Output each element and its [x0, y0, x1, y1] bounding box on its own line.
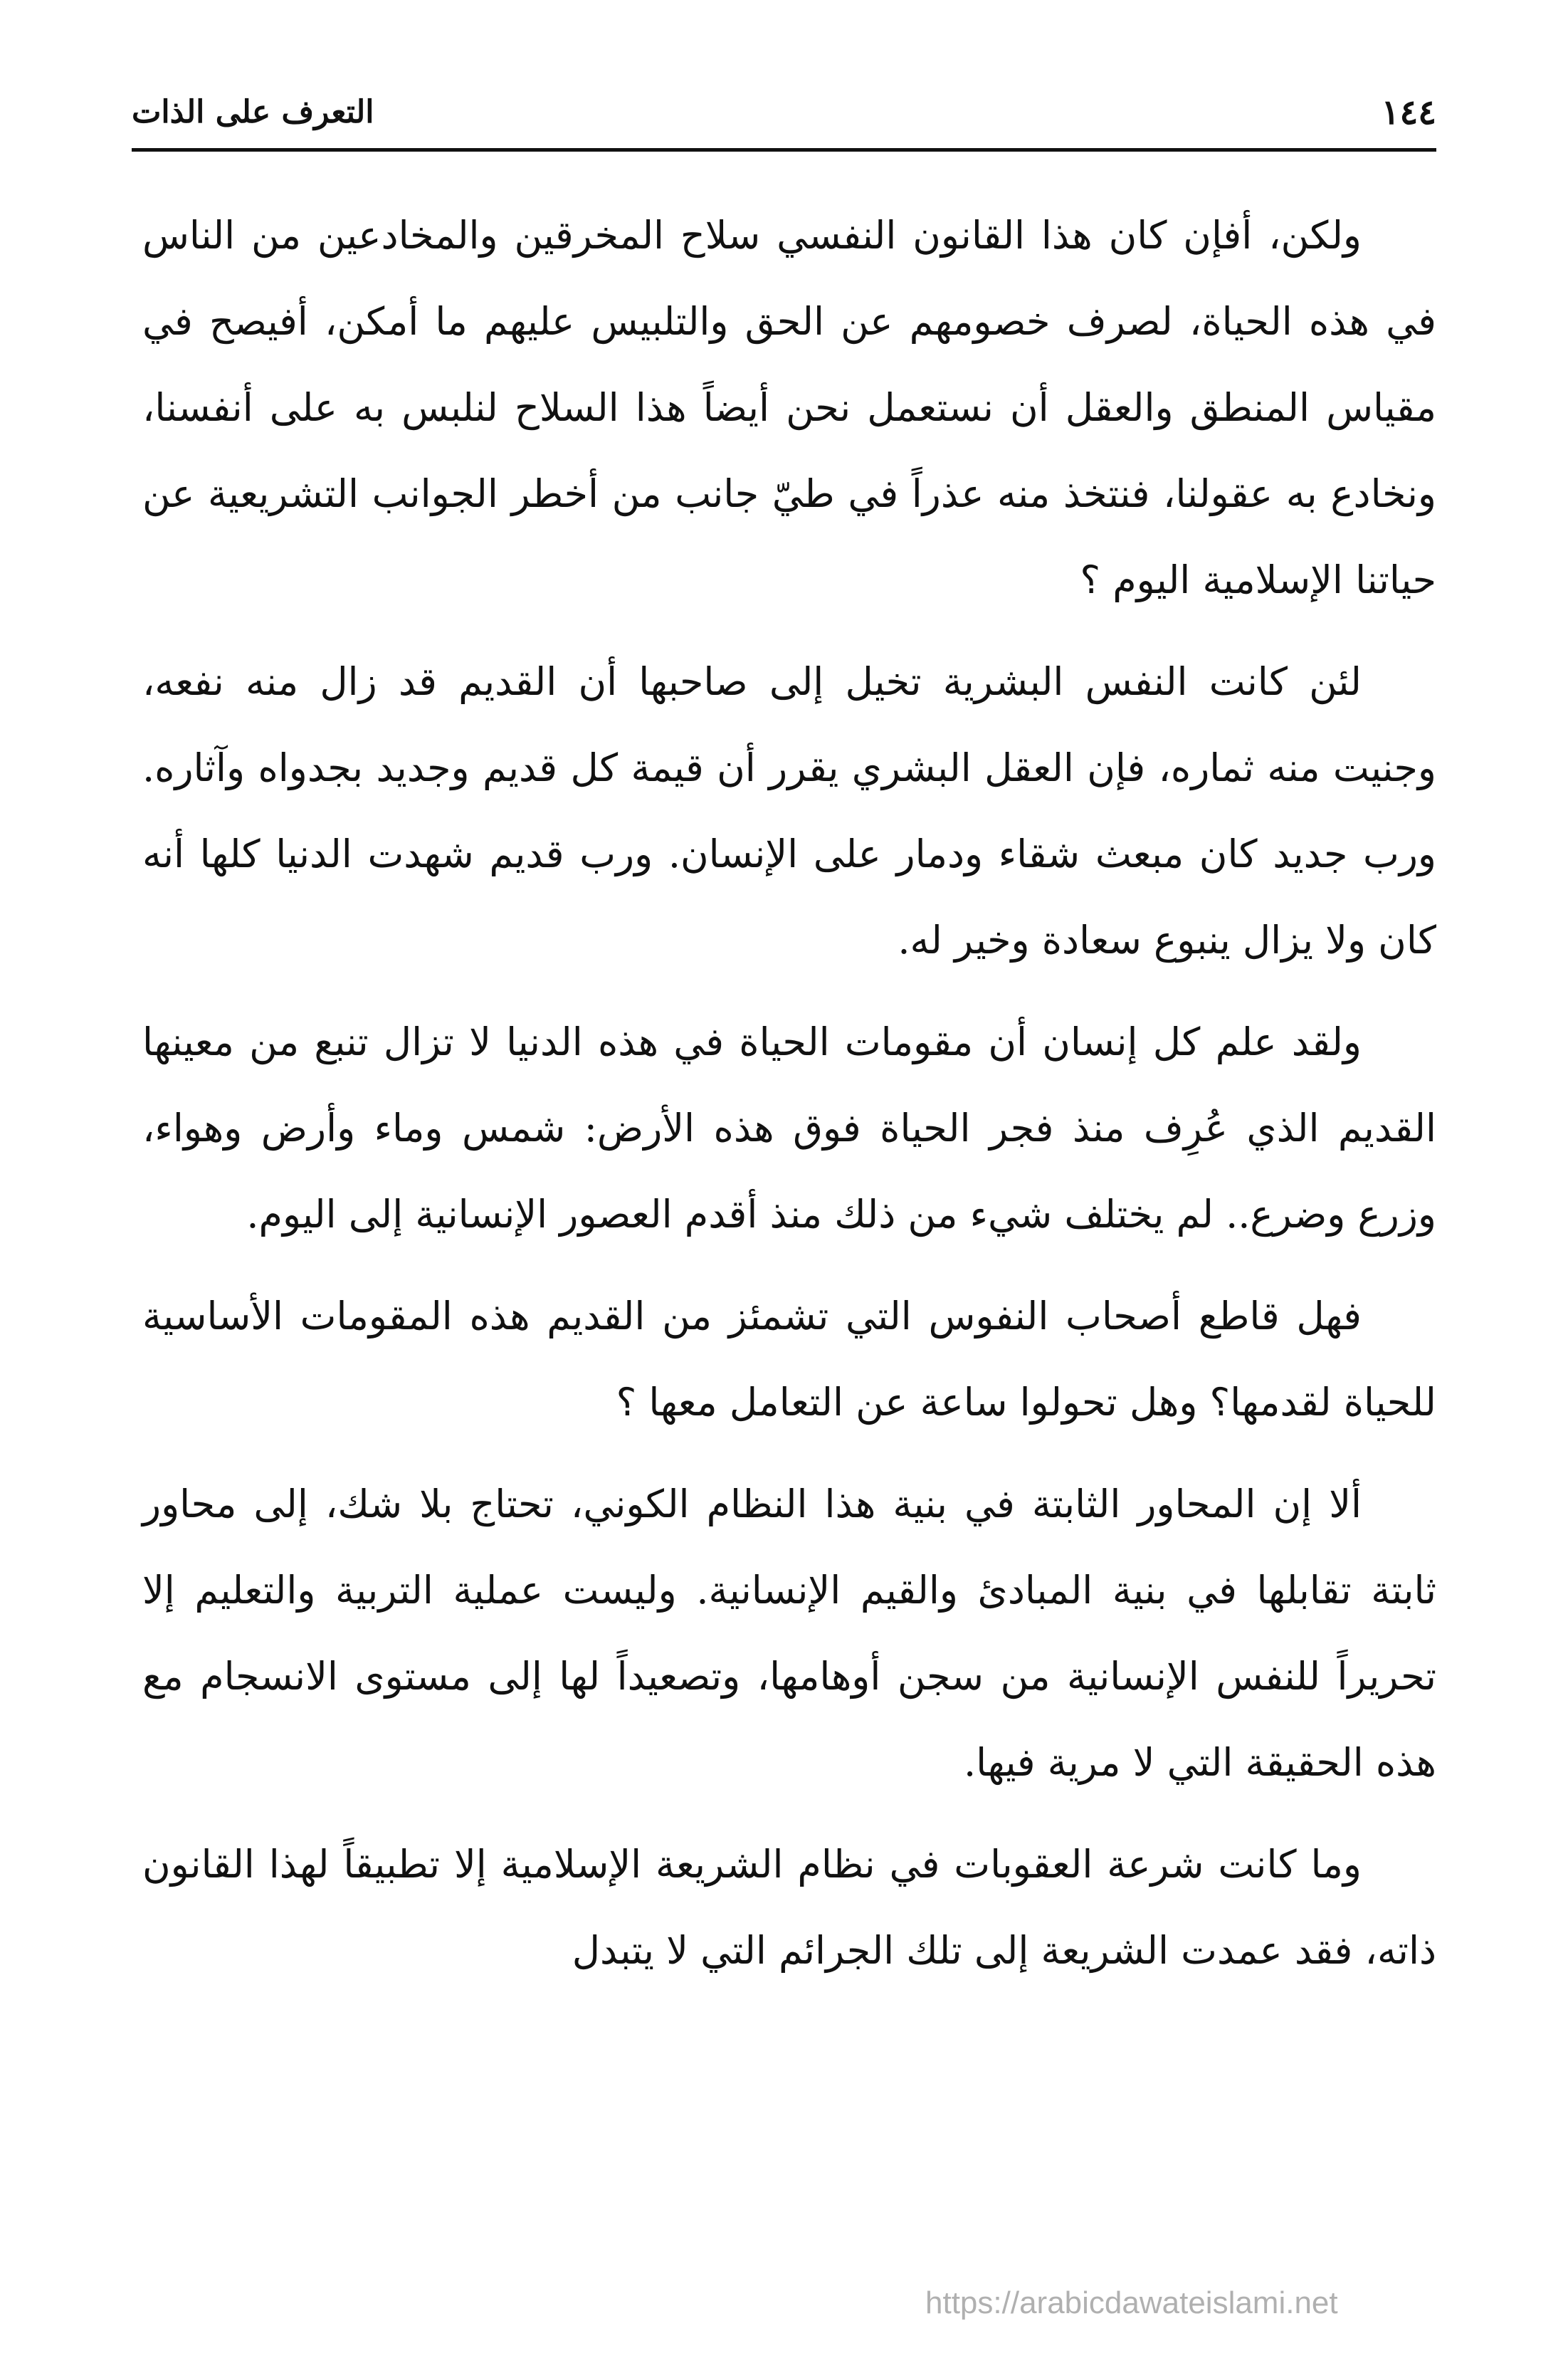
paragraph-6: وما كانت شرعة العقوبات في نظام الشريعة الإسلامية إلا تطبيقاً لهذا القانون ذاته، فقد عمدت الشريعة إلى تلك الجرائم التي لا يتبدل [142, 1842, 1436, 1973]
running-title: التعرف على الذات [132, 94, 374, 130]
watermark-url: https://arabicdawateislami.net [925, 2285, 1338, 2320]
page-number: ١٤٤ [1381, 93, 1436, 132]
header-divider [132, 148, 1436, 152]
paragraph-2: لئن كانت النفس البشرية تخيل إلى صاحبها أن القديم قد زال منه نفعه، وجنيت منه ثماره، فإن العقل البشري يقرر أن قيمة كل قديم وجديد بجدواه وآثاره. ورب جديد كان مبعث شقاء ودمار على الإنسان. ورب قديم شهدت الدنيا كلها أنه كان ولا يزال ينبوع سعادة وخير له. [142, 659, 1436, 963]
paragraph-3: ولقد علم كل إنسان أن مقومات الحياة في هذه الدنيا لا تزال تنبع من معينها القديم الذي عُرِف منذ فجر الحياة فوق هذه الأرض: شمس وماء وأرض وهواء، وزرع وضرع.. لم يختلف شيء من ذلك منذ أقدم العصور الإنسانية إلى اليوم. [142, 1020, 1436, 1237]
running-header [132, 84, 1436, 141]
paragraph-5: ألا إن المحاور الثابتة في بنية هذا النظام الكوني، تحتاج بلا شك، إلى محاور ثابتة تقابلها في بنية المبادئ والقيم الإنسانية. وليست عملية التربية والتعليم إلا تحريراً للنفس الإنسانية من سجن أوهامها، وتصعيداً لها إلى مستوى الانسجام مع هذه الحقيقة التي لا مرية فيها. [142, 1482, 1436, 1785]
body-text [142, 192, 1436, 2009]
paragraph-1: ولكن، أفإن كان هذا القانون النفسي سلاح المخرقين والمخادعين من الناس في هذه الحياة، لصرف خصومهم عن الحق والتلبيس عليهم ما أمكن، أفيصح في مقياس المنطق والعقل أن نستعمل نحن أيضاً هذا السلاح لنلبس به على أنفسنا، ونخادع به عقولنا، فنتخذ منه عذراً في طيّ جانب من أخطر الجوانب التشريعية عن حياتنا الإسلامية اليوم ؟ [142, 213, 1436, 602]
paragraph-4: فهل قاطع أصحاب النفوس التي تشمئز من القديم هذه المقومات الأساسية للحياة لقدمها؟ وهل تحولوا ساعة عن التعامل معها ؟ [142, 1294, 1436, 1425]
